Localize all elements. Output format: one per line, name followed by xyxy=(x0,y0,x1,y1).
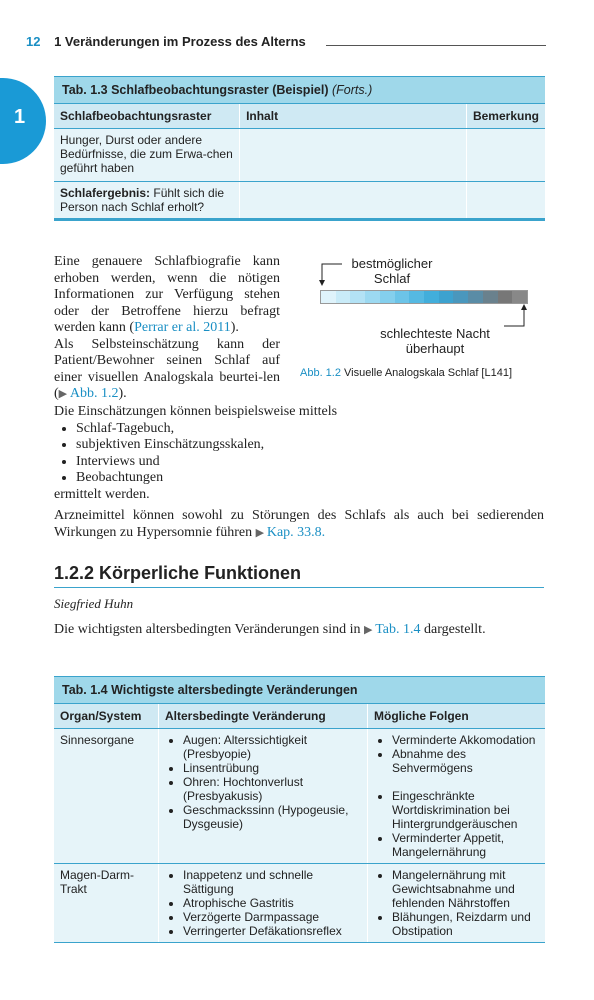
paragraph xyxy=(54,404,544,503)
caption-title: Tab. 1.3 Schlafbeobachtungsraster (Beispiel) xyxy=(62,83,329,97)
cell-text: Fühlt sich die Person nach Schlaf erholt? xyxy=(60,186,225,214)
caption-suffix: (Forts.) xyxy=(332,83,373,97)
list-item: • Augen: Alterssichtigkeit (Presbyopie) xyxy=(183,733,361,761)
paragraph xyxy=(54,622,544,639)
table-cell xyxy=(159,729,368,864)
text: Eine genauere Schlafbiografie kann erhoben werden, wenn die nötigen Informationen zur Verfügung stehen oder der Betroffene hierzu befragt werden kann ( xyxy=(54,254,280,335)
scale-segment xyxy=(439,291,454,303)
chapter-tab xyxy=(0,78,46,164)
caption-text: Visuelle Analogskala Schlaf [L141] xyxy=(344,367,513,379)
list-item: • Schlaf-Tagebuch, xyxy=(76,421,544,438)
table-cell: Sinnesorgane xyxy=(54,729,159,864)
list-item: • Geschmackssinn (Hypogeusie, Dysgeusie) xyxy=(183,803,361,831)
text: ). xyxy=(230,320,239,335)
arrow-right-icon: ▶ xyxy=(364,624,376,636)
scale-segment xyxy=(365,291,380,303)
citation-link[interactable]: Perrar er al. 2011 xyxy=(134,320,231,335)
running-header xyxy=(26,34,546,50)
col-header: Bemerkung xyxy=(466,104,545,129)
list-item: • Mangelernährung mit Gewichtsabnahme und fehlenden Nährstoffen xyxy=(392,868,539,910)
col-header: Inhalt xyxy=(240,104,467,129)
list-item: • Verminderter Appetit, Mangelernährung xyxy=(392,831,539,859)
chapter-link[interactable]: Kap. 33.8. xyxy=(266,524,326,540)
scale-segment xyxy=(321,291,336,303)
label-bottom: schlechteste Nacht xyxy=(380,326,490,341)
figure-link[interactable]: Abb. 1.2 xyxy=(69,386,119,401)
table-row xyxy=(54,864,545,943)
list-item: • Abnahme des Sehvermögens xyxy=(392,747,539,775)
table-caption: Tab. 1.4 Wichtigste altersbedingte Veränderungen xyxy=(54,677,545,704)
list-item: • Atrophische Gastritis xyxy=(183,896,361,910)
col-header: Altersbedingte Veränderung xyxy=(159,704,368,729)
arrow-right-icon: ▶ xyxy=(255,526,267,539)
paragraph xyxy=(54,508,544,541)
list-item: • Eingeschränkte Wortdiskrimination bei Hintergrundgeräuschen xyxy=(392,789,539,831)
scale-segment xyxy=(498,291,513,303)
table-cell xyxy=(240,129,467,182)
table-1-4 xyxy=(54,676,545,943)
col-header: Mögliche Folgen xyxy=(368,704,546,729)
table-caption xyxy=(54,77,545,104)
table-cell: Magen-Darm-Trakt xyxy=(54,864,159,943)
table-cell xyxy=(159,864,368,943)
chapter-tab-number: 1 xyxy=(14,106,26,128)
table-cell xyxy=(54,182,240,219)
scale-segment xyxy=(468,291,483,303)
list-item: • subjektiven Einschätzungsskalen, xyxy=(76,437,544,454)
list-item: • Blähungen, Reizdarm und Obstipation xyxy=(392,910,539,938)
scale-segment xyxy=(483,291,498,303)
label-bottom: überhaupt xyxy=(405,341,465,356)
caption-number: Abb. 1.2 xyxy=(300,367,341,379)
cell-bold: Schlafergebnis: xyxy=(60,186,151,200)
table-row xyxy=(54,182,545,219)
list-item: • Interviews und xyxy=(76,454,544,471)
table-cell: Hunger, Durst oder andere Bedürfnisse, die zum Erwa-chen geführt haben xyxy=(54,129,240,182)
paragraph xyxy=(54,254,280,403)
label-top: Schlaf xyxy=(373,271,411,286)
text: Arzneimittel können sowohl zu Störungen des Schlafs als auch bei sedierenden Wirkungen zu Hypersomnie führen xyxy=(54,508,544,540)
list-item: • Verzögerte Darmpassage xyxy=(183,910,361,924)
list-item: • Inappetenz und schnelle Sättigung xyxy=(183,868,361,896)
text: dargestellt. xyxy=(420,622,486,637)
figure-caption xyxy=(300,367,550,379)
page-number: 12 xyxy=(26,34,41,49)
col-header: Organ/System xyxy=(54,704,159,729)
text: Die Einschätzungen können beispielsweise mittels xyxy=(54,404,338,419)
text: ). xyxy=(118,386,127,401)
table-cell xyxy=(368,729,546,864)
table-1-3 xyxy=(54,76,545,221)
table-cell xyxy=(466,129,545,182)
list-item: • Ohren: Hochtonverlust (Presbyakusis) xyxy=(183,775,361,803)
table-cell xyxy=(368,864,546,943)
chapter-title: 1 Veränderungen im Prozess des Alterns xyxy=(54,34,306,49)
arrow-right-icon: ▶ xyxy=(58,388,70,400)
analog-scale-bar xyxy=(320,290,528,304)
table-link[interactable]: Tab. 1.4 xyxy=(375,622,421,637)
text: ermittelt werden. xyxy=(54,486,150,502)
list-item: • Beobachtungen xyxy=(76,470,544,487)
scale-segment xyxy=(380,291,395,303)
table-row xyxy=(54,729,545,864)
scale-segment xyxy=(453,291,468,303)
text: Die wichtigsten altersbedingten Veränderungen sind in xyxy=(54,622,364,637)
table-cell xyxy=(466,182,545,219)
label-top: bestmöglicher xyxy=(351,256,433,271)
scale-segment xyxy=(512,291,527,303)
text: Als Selbsteinschätzung kann der Patient/Bewohner seinen Schlaf auf einer visuellen Analogskala beurtei-len ( xyxy=(54,336,280,401)
analog-scale-figure xyxy=(318,256,544,368)
table-cell xyxy=(240,182,467,219)
scale-segment xyxy=(424,291,439,303)
table-row xyxy=(54,129,545,182)
bullet-list xyxy=(54,421,544,487)
section-title: 1.2.2 Körperliche Funktionen xyxy=(54,563,544,588)
list-item: • Verringerter Defäkationsreflex xyxy=(183,924,361,938)
scale-segment xyxy=(350,291,365,303)
col-header: Schlafbeobachtungsraster xyxy=(54,104,240,129)
scale-segment xyxy=(409,291,424,303)
author: Siegfried Huhn xyxy=(54,596,134,611)
list-item: • Verminderte Akkomodation xyxy=(392,733,539,747)
scale-segment xyxy=(395,291,410,303)
scale-segment xyxy=(336,291,351,303)
list-item: • Linsentrübung xyxy=(183,761,361,775)
header-rule xyxy=(326,45,546,46)
